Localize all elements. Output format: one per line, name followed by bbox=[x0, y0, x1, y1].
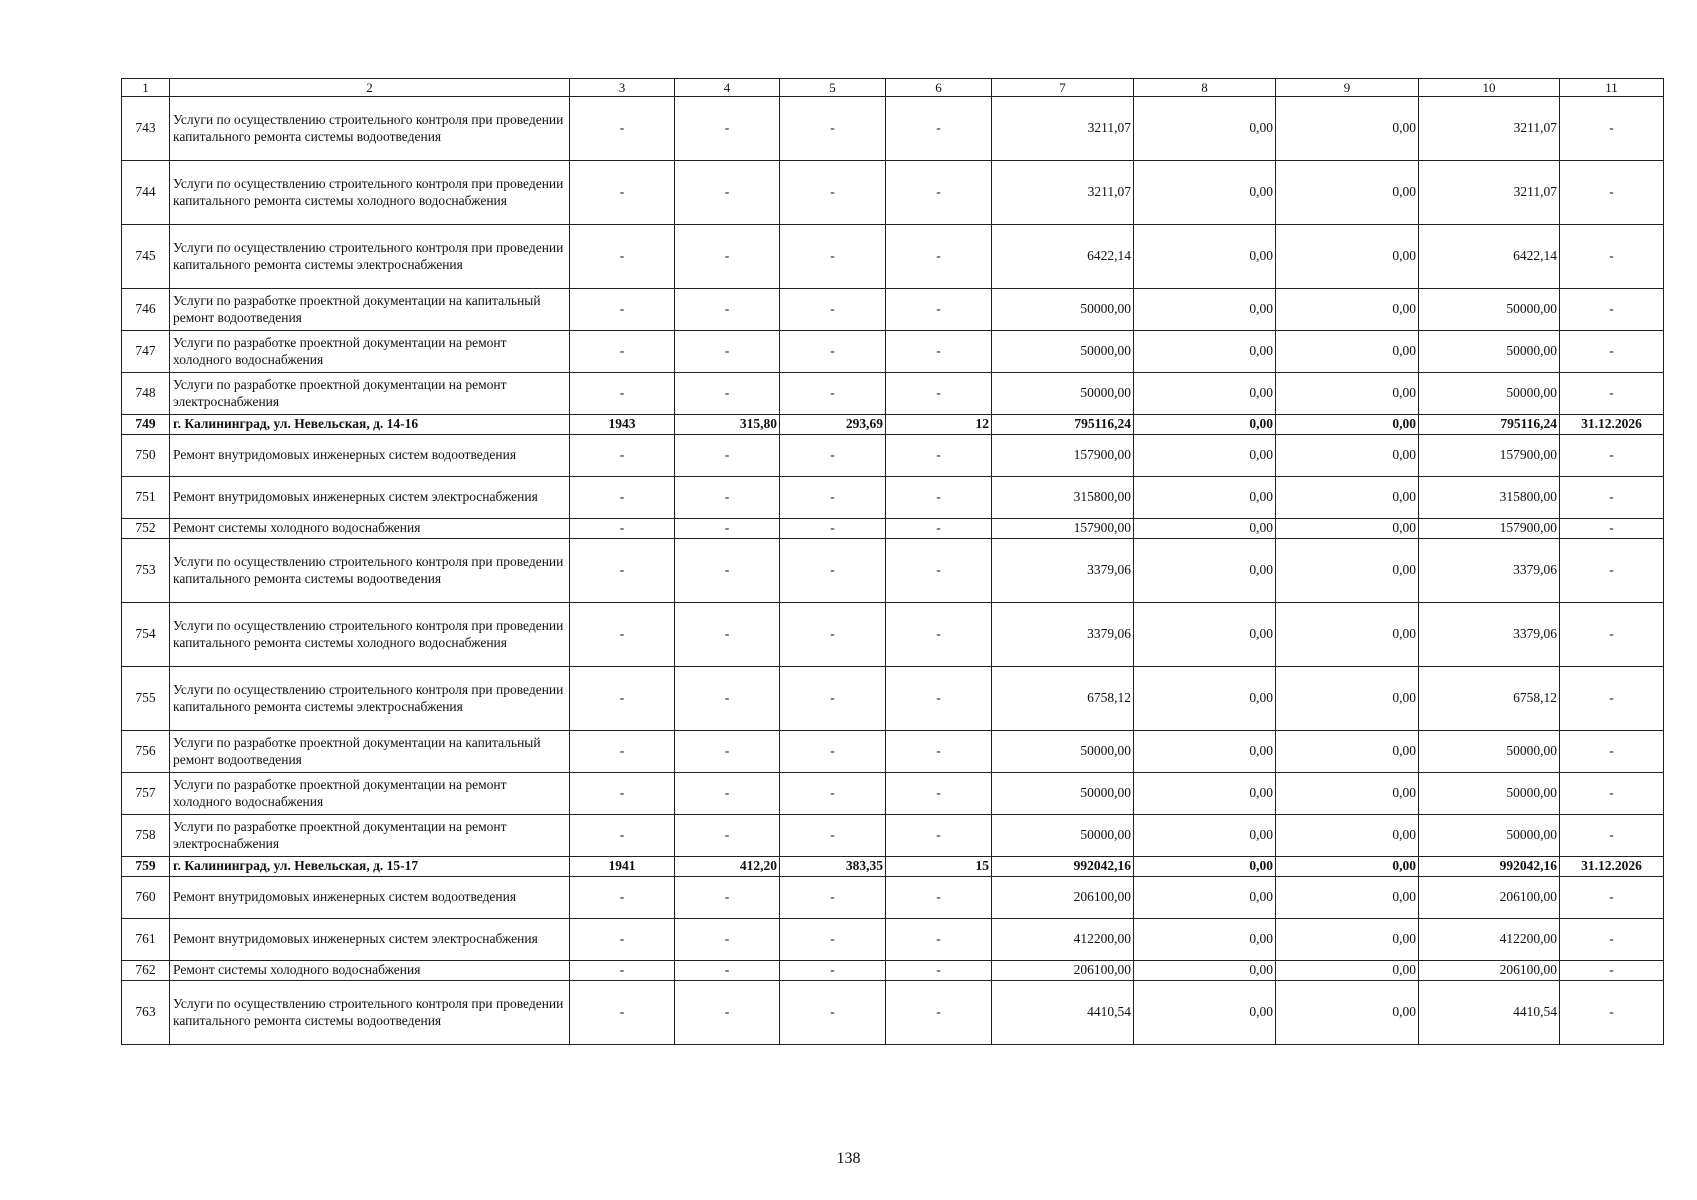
table-cell: - bbox=[1560, 435, 1664, 477]
table-cell: 992042,16 bbox=[1419, 857, 1560, 877]
row-number: 743 bbox=[122, 97, 170, 161]
table-cell: 3379,06 bbox=[1419, 539, 1560, 603]
table-cell: - bbox=[1560, 603, 1664, 667]
table-cell: - bbox=[675, 435, 780, 477]
row-number: 757 bbox=[122, 773, 170, 815]
table-cell: 0,00 bbox=[1134, 815, 1276, 857]
table-cell: - bbox=[675, 477, 780, 519]
table-cell: 0,00 bbox=[1276, 519, 1419, 539]
table-cell: - bbox=[886, 477, 992, 519]
table-cell: 0,00 bbox=[1276, 415, 1419, 435]
row-number: 750 bbox=[122, 435, 170, 477]
row-description: г. Калининград, ул. Невельская, д. 14-16 bbox=[170, 415, 570, 435]
table-cell: 0,00 bbox=[1134, 519, 1276, 539]
row-description: Услуги по осуществлению строительного контроля при проведении капитального ремонта системы холодного водоснабжения bbox=[170, 161, 570, 225]
table-cell: - bbox=[675, 331, 780, 373]
table-cell: - bbox=[886, 919, 992, 961]
table-cell: - bbox=[570, 961, 675, 981]
table-cell: - bbox=[570, 919, 675, 961]
row-description: Услуги по осуществлению строительного контроля при проведении капитального ремонта системы водоотведения bbox=[170, 539, 570, 603]
page-number: 138 bbox=[836, 1150, 861, 1167]
table-cell: 50000,00 bbox=[1419, 815, 1560, 857]
table-cell: - bbox=[780, 331, 886, 373]
table-cell: 0,00 bbox=[1276, 919, 1419, 961]
table-cell: - bbox=[570, 161, 675, 225]
row-number: 759 bbox=[122, 857, 170, 877]
table-cell: 50000,00 bbox=[1419, 331, 1560, 373]
table-cell: 293,69 bbox=[780, 415, 886, 435]
row-description: Услуги по осуществлению строительного контроля при проведении капитального ремонта системы водоотведения bbox=[170, 97, 570, 161]
row-number: 763 bbox=[122, 981, 170, 1045]
table-cell: 50000,00 bbox=[992, 373, 1134, 415]
table-cell: - bbox=[780, 289, 886, 331]
table-cell: 0,00 bbox=[1134, 161, 1276, 225]
table-cell: - bbox=[886, 877, 992, 919]
table-cell: 3211,07 bbox=[992, 161, 1134, 225]
table-cell: - bbox=[570, 731, 675, 773]
table-cell: 157900,00 bbox=[1419, 519, 1560, 539]
table-row bbox=[122, 331, 1664, 373]
table-cell: 1943 bbox=[570, 415, 675, 435]
table-cell: - bbox=[1560, 539, 1664, 603]
table-cell: 992042,16 bbox=[992, 857, 1134, 877]
table-cell: 0,00 bbox=[1134, 961, 1276, 981]
table-cell: - bbox=[886, 731, 992, 773]
table-cell: - bbox=[570, 981, 675, 1045]
row-description: Ремонт системы холодного водоснабжения bbox=[170, 961, 570, 981]
column-header: 5 bbox=[780, 79, 886, 97]
table-cell: - bbox=[780, 961, 886, 981]
table-cell: - bbox=[675, 667, 780, 731]
table-cell: 0,00 bbox=[1276, 331, 1419, 373]
column-header: 9 bbox=[1276, 79, 1419, 97]
table-cell: - bbox=[780, 97, 886, 161]
row-number: 749 bbox=[122, 415, 170, 435]
table-row bbox=[122, 961, 1664, 981]
table-cell: 0,00 bbox=[1134, 373, 1276, 415]
table-cell: - bbox=[675, 161, 780, 225]
table-cell: - bbox=[1560, 877, 1664, 919]
table-cell: 0,00 bbox=[1134, 603, 1276, 667]
row-number: 758 bbox=[122, 815, 170, 857]
table-cell: 0,00 bbox=[1134, 97, 1276, 161]
table-cell: 315800,00 bbox=[992, 477, 1134, 519]
table-cell: - bbox=[675, 815, 780, 857]
table-cell: 0,00 bbox=[1276, 225, 1419, 289]
table-cell: 206100,00 bbox=[992, 877, 1134, 919]
table-cell: 6758,12 bbox=[992, 667, 1134, 731]
table-cell: 50000,00 bbox=[992, 773, 1134, 815]
table-row bbox=[122, 373, 1664, 415]
table-cell: - bbox=[886, 373, 992, 415]
table-row bbox=[122, 289, 1664, 331]
table-cell: 157900,00 bbox=[1419, 435, 1560, 477]
table-cell: - bbox=[1560, 815, 1664, 857]
table-cell: - bbox=[780, 603, 886, 667]
table-cell: - bbox=[780, 877, 886, 919]
row-number: 755 bbox=[122, 667, 170, 731]
table-cell: 3211,07 bbox=[1419, 97, 1560, 161]
table-cell: 0,00 bbox=[1276, 603, 1419, 667]
table-cell: 0,00 bbox=[1134, 731, 1276, 773]
table-cell: 50000,00 bbox=[992, 731, 1134, 773]
table-cell: - bbox=[570, 877, 675, 919]
table-cell: 0,00 bbox=[1134, 435, 1276, 477]
table-cell: - bbox=[570, 225, 675, 289]
column-header: 10 bbox=[1419, 79, 1560, 97]
table-cell: 412200,00 bbox=[992, 919, 1134, 961]
table-row bbox=[122, 603, 1664, 667]
table-cell: 412,20 bbox=[675, 857, 780, 877]
table-cell: - bbox=[780, 981, 886, 1045]
table-cell: - bbox=[1560, 373, 1664, 415]
table-cell: 0,00 bbox=[1276, 477, 1419, 519]
row-number: 746 bbox=[122, 289, 170, 331]
table-cell: 0,00 bbox=[1134, 289, 1276, 331]
table-cell: 0,00 bbox=[1134, 981, 1276, 1045]
table-cell: - bbox=[1560, 981, 1664, 1045]
table-cell: - bbox=[886, 161, 992, 225]
column-number-header-row bbox=[122, 79, 1664, 97]
table-cell: - bbox=[780, 539, 886, 603]
row-description: Ремонт внутридомовых инженерных систем водоотведения bbox=[170, 435, 570, 477]
table-cell: - bbox=[886, 539, 992, 603]
table-cell: 0,00 bbox=[1134, 667, 1276, 731]
table-cell: 50000,00 bbox=[1419, 773, 1560, 815]
table-cell: - bbox=[675, 731, 780, 773]
table-cell: - bbox=[886, 97, 992, 161]
table-cell: - bbox=[570, 97, 675, 161]
table-cell: - bbox=[1560, 773, 1664, 815]
table-cell: - bbox=[570, 539, 675, 603]
table-cell: - bbox=[1560, 225, 1664, 289]
table-row bbox=[122, 97, 1664, 161]
table-cell: 0,00 bbox=[1134, 477, 1276, 519]
table-cell: - bbox=[886, 961, 992, 981]
row-description: Ремонт внутридомовых инженерных систем электроснабжения bbox=[170, 477, 570, 519]
table-cell: 0,00 bbox=[1134, 331, 1276, 373]
table-cell: - bbox=[1560, 667, 1664, 731]
row-number: 753 bbox=[122, 539, 170, 603]
table-cell: 3211,07 bbox=[1419, 161, 1560, 225]
table-cell: - bbox=[886, 519, 992, 539]
table-cell: 3379,06 bbox=[992, 539, 1134, 603]
table-row bbox=[122, 539, 1664, 603]
table-cell: - bbox=[780, 919, 886, 961]
row-number: 752 bbox=[122, 519, 170, 539]
table-row bbox=[122, 435, 1664, 477]
table-cell: - bbox=[570, 603, 675, 667]
table-cell: - bbox=[675, 519, 780, 539]
table-cell: 50000,00 bbox=[992, 331, 1134, 373]
table-cell: - bbox=[1560, 519, 1664, 539]
table-cell: - bbox=[570, 815, 675, 857]
table-cell: - bbox=[675, 603, 780, 667]
column-header: 2 bbox=[170, 79, 570, 97]
table-cell: - bbox=[1560, 731, 1664, 773]
table-cell: - bbox=[570, 519, 675, 539]
table-cell: - bbox=[886, 667, 992, 731]
table-cell: 0,00 bbox=[1276, 731, 1419, 773]
table-cell: - bbox=[570, 667, 675, 731]
table-cell: - bbox=[675, 877, 780, 919]
table-cell: 206100,00 bbox=[1419, 877, 1560, 919]
table-cell: 50000,00 bbox=[1419, 289, 1560, 331]
row-description: Услуги по разработке проектной документации на капитальный ремонт водоотведения bbox=[170, 289, 570, 331]
table-cell: - bbox=[570, 289, 675, 331]
column-header: 7 bbox=[992, 79, 1134, 97]
table-cell: 50000,00 bbox=[992, 289, 1134, 331]
table-cell: 3379,06 bbox=[1419, 603, 1560, 667]
table-cell: - bbox=[675, 981, 780, 1045]
row-number: 760 bbox=[122, 877, 170, 919]
table-cell: - bbox=[675, 373, 780, 415]
table-cell: 12 bbox=[886, 415, 992, 435]
budget-table bbox=[121, 78, 1664, 1045]
table-cell: 0,00 bbox=[1276, 435, 1419, 477]
table-cell: - bbox=[886, 773, 992, 815]
table-row bbox=[122, 477, 1664, 519]
row-description: Услуги по разработке проектной документации на ремонт электроснабжения bbox=[170, 373, 570, 415]
table-cell: - bbox=[675, 97, 780, 161]
table-cell: - bbox=[780, 477, 886, 519]
table-row bbox=[122, 731, 1664, 773]
address-row bbox=[122, 857, 1664, 877]
table-cell: - bbox=[886, 435, 992, 477]
table-cell: 31.12.2026 bbox=[1560, 415, 1664, 435]
table-cell: 0,00 bbox=[1134, 225, 1276, 289]
table-cell: 0,00 bbox=[1276, 97, 1419, 161]
table-cell: 0,00 bbox=[1276, 857, 1419, 877]
row-number: 754 bbox=[122, 603, 170, 667]
table-cell: - bbox=[1560, 477, 1664, 519]
table-cell: 6758,12 bbox=[1419, 667, 1560, 731]
table-cell: - bbox=[886, 225, 992, 289]
row-number: 748 bbox=[122, 373, 170, 415]
table-cell: 206100,00 bbox=[1419, 961, 1560, 981]
table-cell: - bbox=[780, 519, 886, 539]
column-header: 8 bbox=[1134, 79, 1276, 97]
table-row bbox=[122, 919, 1664, 961]
table-cell: - bbox=[675, 773, 780, 815]
table-row bbox=[122, 877, 1664, 919]
row-number: 751 bbox=[122, 477, 170, 519]
table-cell: 0,00 bbox=[1276, 539, 1419, 603]
row-description: Ремонт внутридомовых инженерных систем электроснабжения bbox=[170, 919, 570, 961]
table-cell: 795116,24 bbox=[1419, 415, 1560, 435]
table-cell: 795116,24 bbox=[992, 415, 1134, 435]
table-cell: 6422,14 bbox=[1419, 225, 1560, 289]
table-cell: 412200,00 bbox=[1419, 919, 1560, 961]
table-cell: - bbox=[570, 331, 675, 373]
table-cell: 6422,14 bbox=[992, 225, 1134, 289]
row-description: Ремонт системы холодного водоснабжения bbox=[170, 519, 570, 539]
table-cell: - bbox=[570, 773, 675, 815]
table-cell: 0,00 bbox=[1276, 815, 1419, 857]
table-cell: - bbox=[675, 539, 780, 603]
table-cell: 383,35 bbox=[780, 857, 886, 877]
table-cell: - bbox=[886, 603, 992, 667]
table-cell: - bbox=[675, 289, 780, 331]
table-cell: - bbox=[780, 815, 886, 857]
table-cell: 4410,54 bbox=[1419, 981, 1560, 1045]
table-cell: - bbox=[780, 373, 886, 415]
row-number: 756 bbox=[122, 731, 170, 773]
table-cell: 50000,00 bbox=[1419, 731, 1560, 773]
column-header: 6 bbox=[886, 79, 992, 97]
table-cell: 1941 bbox=[570, 857, 675, 877]
table-cell: - bbox=[780, 435, 886, 477]
address-row bbox=[122, 415, 1664, 435]
table-cell: - bbox=[780, 731, 886, 773]
table-cell: - bbox=[1560, 919, 1664, 961]
table-cell: 0,00 bbox=[1276, 981, 1419, 1045]
table-cell: 157900,00 bbox=[992, 519, 1134, 539]
table-cell: - bbox=[1560, 289, 1664, 331]
table-cell: 0,00 bbox=[1134, 877, 1276, 919]
table-body bbox=[122, 79, 1664, 1045]
table-cell: 31.12.2026 bbox=[1560, 857, 1664, 877]
row-description: Ремонт внутридомовых инженерных систем водоотведения bbox=[170, 877, 570, 919]
table-cell: - bbox=[675, 225, 780, 289]
column-header: 3 bbox=[570, 79, 675, 97]
table-cell: 315,80 bbox=[675, 415, 780, 435]
table-cell: - bbox=[1560, 331, 1664, 373]
table-cell: 0,00 bbox=[1134, 919, 1276, 961]
table-cell: - bbox=[780, 667, 886, 731]
table-cell: - bbox=[570, 373, 675, 415]
row-number: 762 bbox=[122, 961, 170, 981]
row-description: Услуги по разработке проектной документации на капитальный ремонт водоотведения bbox=[170, 731, 570, 773]
table-cell: 0,00 bbox=[1276, 773, 1419, 815]
row-description: Услуги по осуществлению строительного контроля при проведении капитального ремонта системы водоотведения bbox=[170, 981, 570, 1045]
table-row bbox=[122, 225, 1664, 289]
table-cell: 50000,00 bbox=[992, 815, 1134, 857]
table-cell: 15 bbox=[886, 857, 992, 877]
column-header: 11 bbox=[1560, 79, 1664, 97]
table-row bbox=[122, 773, 1664, 815]
row-description: Услуги по осуществлению строительного контроля при проведении капитального ремонта системы электроснабжения bbox=[170, 225, 570, 289]
table-row bbox=[122, 815, 1664, 857]
table-cell: - bbox=[886, 981, 992, 1045]
table-cell: - bbox=[886, 289, 992, 331]
table-cell: - bbox=[675, 961, 780, 981]
table-cell: - bbox=[1560, 161, 1664, 225]
table-cell: 0,00 bbox=[1276, 961, 1419, 981]
table-cell: 206100,00 bbox=[992, 961, 1134, 981]
column-header: 1 bbox=[122, 79, 170, 97]
table-cell: 0,00 bbox=[1134, 539, 1276, 603]
table-cell: 0,00 bbox=[1276, 161, 1419, 225]
row-description: Услуги по разработке проектной документации на ремонт холодного водоснабжения bbox=[170, 331, 570, 373]
row-description: г. Калининград, ул. Невельская, д. 15-17 bbox=[170, 857, 570, 877]
table-cell: 157900,00 bbox=[992, 435, 1134, 477]
table-cell: 0,00 bbox=[1276, 667, 1419, 731]
table-cell: - bbox=[1560, 961, 1664, 981]
table-cell: 3379,06 bbox=[992, 603, 1134, 667]
row-number: 745 bbox=[122, 225, 170, 289]
row-description: Услуги по осуществлению строительного контроля при проведении капитального ремонта системы холодного водоснабжения bbox=[170, 603, 570, 667]
table-cell: 0,00 bbox=[1276, 289, 1419, 331]
row-number: 761 bbox=[122, 919, 170, 961]
table-row bbox=[122, 519, 1664, 539]
column-header: 4 bbox=[675, 79, 780, 97]
row-number: 747 bbox=[122, 331, 170, 373]
table-cell: - bbox=[675, 919, 780, 961]
row-description: Услуги по осуществлению строительного контроля при проведении капитального ремонта системы электроснабжения bbox=[170, 667, 570, 731]
table-cell: - bbox=[886, 815, 992, 857]
table-cell: 3211,07 bbox=[992, 97, 1134, 161]
table-cell: 0,00 bbox=[1134, 857, 1276, 877]
table-row bbox=[122, 981, 1664, 1045]
table-cell: - bbox=[570, 477, 675, 519]
table-cell: - bbox=[1560, 97, 1664, 161]
table-cell: 4410,54 bbox=[992, 981, 1134, 1045]
table-cell: - bbox=[780, 161, 886, 225]
table-cell: 0,00 bbox=[1276, 877, 1419, 919]
table-cell: 50000,00 bbox=[1419, 373, 1560, 415]
table-row bbox=[122, 161, 1664, 225]
row-description: Услуги по разработке проектной документации на ремонт электроснабжения bbox=[170, 815, 570, 857]
table-cell: - bbox=[886, 331, 992, 373]
row-description: Услуги по разработке проектной документации на ремонт холодного водоснабжения bbox=[170, 773, 570, 815]
table-row bbox=[122, 667, 1664, 731]
table-cell: 0,00 bbox=[1276, 373, 1419, 415]
table-cell: 315800,00 bbox=[1419, 477, 1560, 519]
table-cell: - bbox=[780, 773, 886, 815]
table-cell: 0,00 bbox=[1134, 415, 1276, 435]
table-cell: 0,00 bbox=[1134, 773, 1276, 815]
table-cell: - bbox=[570, 435, 675, 477]
table-cell: - bbox=[780, 225, 886, 289]
row-number: 744 bbox=[122, 161, 170, 225]
